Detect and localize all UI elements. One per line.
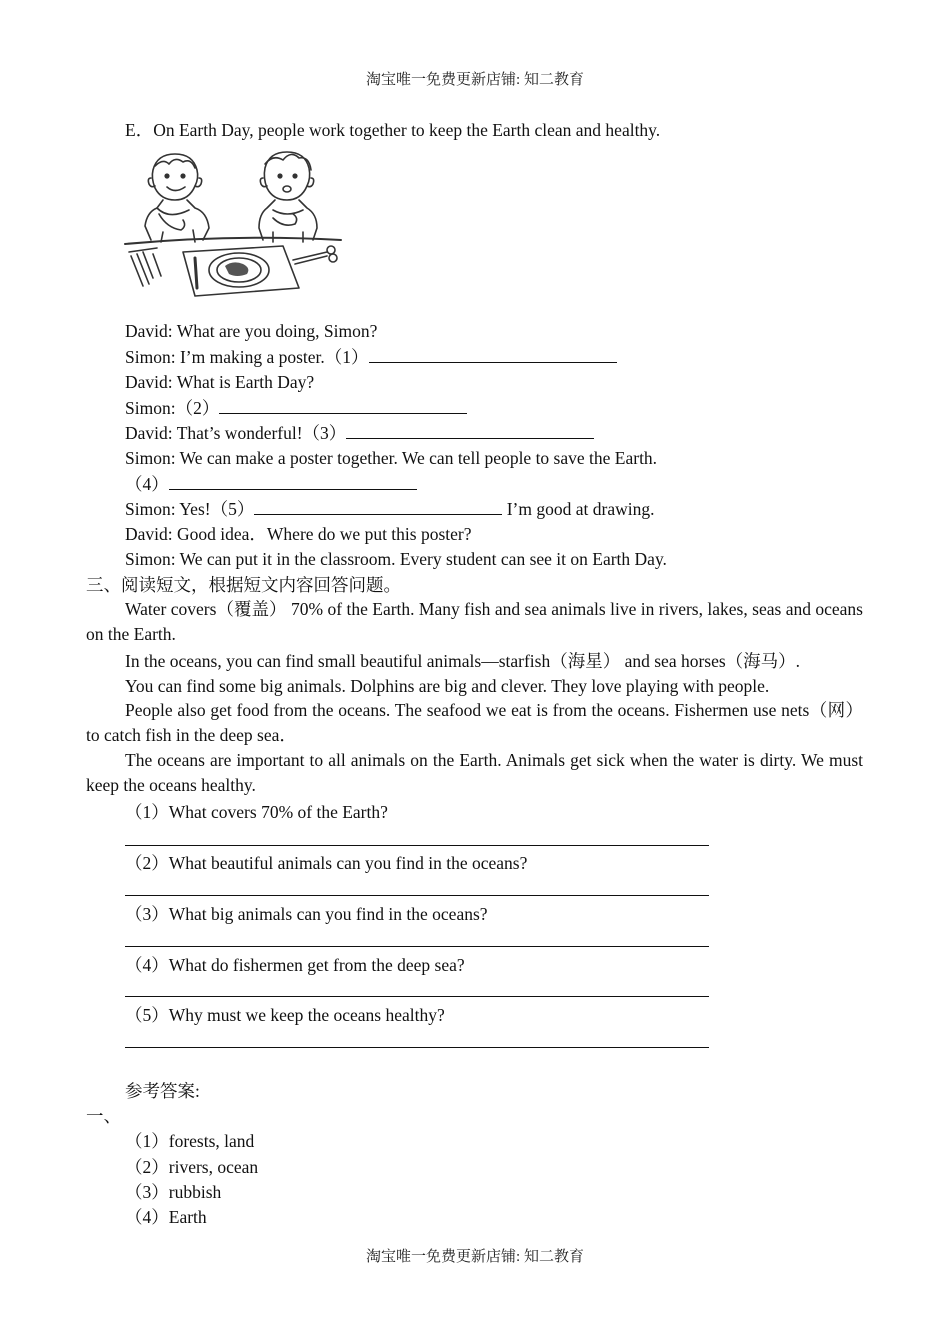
passage-paragraph-1: Water covers（覆盖） 70% of the Earth. Many fish and sea animals live in rivers, lakes, seas and oceans on the Earth. (86, 599, 863, 645)
question-4: （4）What do fishermen get from the deep sea? (125, 955, 465, 975)
page-header: 淘宝唯一免费更新店铺: 知二教育 (366, 72, 584, 88)
blank-2[interactable] (219, 397, 467, 414)
dialogue-line-2: Simon: I’m making a poster.（1） (125, 346, 617, 368)
answer-line-2[interactable] (125, 895, 709, 896)
passage-paragraph-2: In the oceans, you can find small beautiful animals—starfish（海星） and sea horses（海马）. (125, 651, 801, 671)
page-footer: 淘宝唯一免费更新店铺: 知二教育 (366, 1249, 584, 1265)
crayons (129, 248, 161, 286)
dialogue-line-7: （4） (125, 473, 417, 495)
dialogue-line-5: David: That’s wonderful!（3） (125, 422, 594, 444)
answer-1: （1）forests, land (125, 1131, 255, 1151)
passage-paragraph-5: The oceans are important to all animals on the Earth. Animals get sick when the water is dirty. We must keep the oceans healthy. (86, 750, 863, 796)
answers-title: 参考答案: (125, 1081, 200, 1101)
dialogue-line-1: David: What are you doing, Simon? (125, 321, 378, 341)
boy-left-figure (145, 154, 209, 242)
blank-4[interactable] (169, 473, 417, 490)
passage-paragraph-3: You can find some big animals. Dolphins are big and clever. They love playing with people. (125, 676, 770, 696)
question-2: （2）What beautiful animals can you find in the oceans? (125, 853, 528, 873)
dialogue-line-9: David: Good idea．Where do we put this poster? (125, 524, 472, 544)
question-3: （3）What big animals can you find in the oceans? (125, 904, 488, 924)
dialogue-line-3: David: What is Earth Day? (125, 372, 315, 392)
blank-5[interactable] (254, 498, 502, 515)
answers-section-1: 一、 (86, 1106, 121, 1126)
poster (183, 246, 299, 296)
answer-line-4[interactable] (125, 996, 709, 997)
dialogue-line-8: Simon: Yes!（5） I’m good at drawing. (125, 499, 655, 519)
earth-day-illustration (123, 148, 343, 300)
scissors (293, 246, 337, 264)
blank-1[interactable] (369, 346, 617, 363)
answer-line-1[interactable] (125, 845, 709, 846)
option-e: E．On Earth Day, people work together to keep the Earth clean and healthy. (125, 120, 661, 140)
dialogue-line-4: Simon:（2） (125, 397, 467, 419)
question-1: （1）What covers 70% of the Earth? (125, 802, 388, 822)
boy-right-figure (259, 152, 317, 242)
answer-4: （4）Earth (125, 1207, 207, 1227)
dialogue-line-6: Simon: We can make a poster together. We can tell people to save the Earth. (125, 448, 658, 468)
section-3-heading: 三、阅读短文，根据短文内容回答问题。 (86, 575, 401, 595)
answer-3: （3）rubbish (125, 1182, 222, 1202)
answer-line-5[interactable] (125, 1047, 709, 1048)
dialogue-line-10: Simon: We can put it in the classroom. Every student can see it on Earth Day. (125, 549, 667, 569)
passage-paragraph-4: People also get food from the oceans. The seafood we eat is from the oceans. Fishermen use nets（网） to catch fish in the deep sea． (86, 700, 863, 746)
answer-2: （2）rivers, ocean (125, 1157, 259, 1177)
question-5: （5）Why must we keep the oceans healthy? (125, 1005, 445, 1025)
answer-line-3[interactable] (125, 946, 709, 947)
blank-3[interactable] (346, 422, 594, 439)
